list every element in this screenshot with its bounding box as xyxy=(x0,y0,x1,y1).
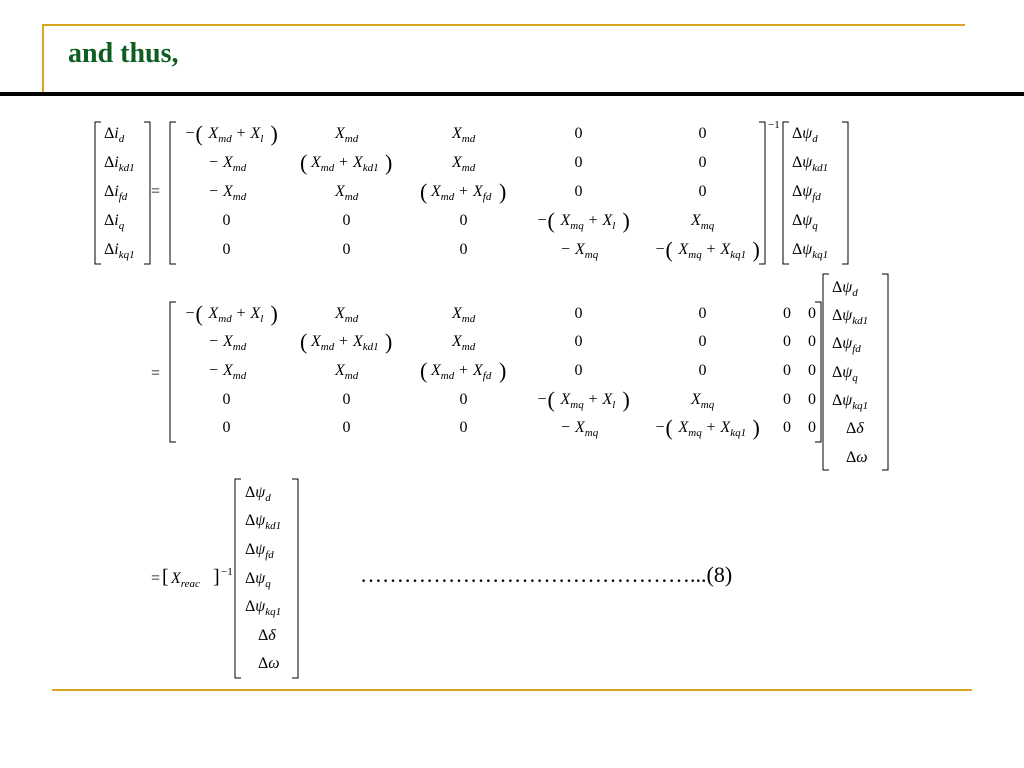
matrix2-cell-term: $X_{md}$ xyxy=(208,305,232,325)
matrix1-cell-term: $X_{md}$ xyxy=(452,154,476,174)
lhs-current-1: $\Delta i_{kd1}$ xyxy=(104,154,135,174)
ext-vector2-right-bracket xyxy=(292,479,298,678)
matrix2-cell-zero: 0 xyxy=(574,305,583,322)
matrix2-cell-minus: − xyxy=(185,305,195,322)
matrix2-cell-term: $X_{fd}$ xyxy=(473,362,492,382)
matrix1-cell-open-paren: ( xyxy=(300,150,308,175)
matrix1-cell-close-paren: ) xyxy=(622,208,630,233)
matrix2-cell-zero: 0 xyxy=(459,391,468,408)
matrix2-cell-minus: − xyxy=(209,362,219,379)
matrix2-zero-col6: 0 xyxy=(783,362,791,379)
ext-vector1-entry-1: $\Delta\psi_{kd1}$ xyxy=(832,307,869,327)
matrix1-cell-term: $X_{mq}$ xyxy=(560,212,584,232)
matrix2-cell-close-paren: ) xyxy=(752,415,760,440)
matrix1-cell-zero: 0 xyxy=(698,154,707,171)
matrix2-cell-term: $X_l$ xyxy=(250,305,264,325)
lhs-vector-left-bracket xyxy=(95,122,101,264)
matrix1-cell-plus: + xyxy=(706,241,716,258)
matrix2-cell-term: $X_{md}$ xyxy=(311,333,335,353)
matrix1-cell-zero: 0 xyxy=(459,212,468,229)
matrix2-cell-zero: 0 xyxy=(698,305,707,322)
matrix1-cell-plus: + xyxy=(339,154,349,171)
matrix1-cell-term: $X_{md}$ xyxy=(335,183,359,203)
matrix1-cell-term: $X_l$ xyxy=(250,125,264,145)
matrix2-cell-zero: 0 xyxy=(342,391,351,408)
matrix2-zero-col7: 0 xyxy=(808,333,816,350)
matrix2-zero-col7: 0 xyxy=(808,362,816,379)
ext-vector1-entry-0: $\Delta\psi_d$ xyxy=(832,279,858,299)
matrix2-zero-col7: 0 xyxy=(808,391,816,408)
ext-vector1-entry-4: $\Delta\psi_{kq1}$ xyxy=(832,392,869,412)
matrix1-cell-close-paren: ) xyxy=(385,150,393,175)
matrix2-cell-close-paren: ) xyxy=(385,329,393,354)
matrix2-cell-term: $X_{md}$ xyxy=(431,362,455,382)
reac-right-bracket: ] xyxy=(213,566,220,588)
matrix1-cell-zero: 0 xyxy=(698,183,707,200)
matrix1-cell-term: $X_{fd}$ xyxy=(473,183,492,203)
matrix1-cell-zero: 0 xyxy=(698,125,707,142)
matrix2-cell-term: $X_{mq}$ xyxy=(691,391,715,411)
ext-vector2-left-bracket xyxy=(235,479,241,678)
ext-vector1-entry-3: $\Delta\psi_q$ xyxy=(832,364,858,384)
matrix2-cell-open-paren: ( xyxy=(420,358,428,383)
lhs-current-3: $\Delta i_q$ xyxy=(104,212,125,232)
matrix2-cell-plus: + xyxy=(706,419,716,436)
reac-left-bracket: [ xyxy=(162,566,169,588)
ext-vector2-entry-6: Δω xyxy=(258,655,280,672)
matrix2-cell-term: $X_{md}$ xyxy=(223,333,247,353)
reactance-term: $X_{reac}$ xyxy=(171,570,200,590)
matrix1-cell-term: $X_{md}$ xyxy=(452,125,476,145)
matrix2-cell-minus: − xyxy=(209,333,219,350)
matrix2-cell-term: $X_{kd1}$ xyxy=(353,333,379,353)
matrix2-zero-col6: 0 xyxy=(783,419,791,436)
footer-accent-rule xyxy=(52,689,972,691)
slide-title: and thus, xyxy=(68,38,179,69)
matrix2-cell-term: $X_{md}$ xyxy=(452,333,476,353)
matrix2-cell-plus: + xyxy=(459,362,469,379)
matrix1-cell-term: $X_{kd1}$ xyxy=(353,154,379,174)
matrix1-cell-term: $X_{md}$ xyxy=(223,154,247,174)
flux-1: $\Delta\psi_{kd1}$ xyxy=(792,154,829,174)
matrix2-cell-term: $X_{mq}$ xyxy=(575,419,599,439)
matrix2-cell-open-paren: ( xyxy=(300,329,308,354)
matrix1-cell-minus: − xyxy=(655,241,665,258)
inverse-exponent-2: −1 xyxy=(221,566,233,578)
matrix1-cell-term: $X_{md}$ xyxy=(335,125,359,145)
flux-vector-left-bracket xyxy=(783,122,789,264)
flux-2: $\Delta\psi_{fd}$ xyxy=(792,183,821,203)
matrix2-zero-col6: 0 xyxy=(783,333,791,350)
matrix2-cell-minus: − xyxy=(537,391,547,408)
matrix1-right-bracket xyxy=(759,122,765,264)
matrix1-cell-term: $X_{mq}$ xyxy=(575,241,599,261)
matrix2-cell-term: $X_l$ xyxy=(602,391,616,411)
flux-0: $\Delta\psi_d$ xyxy=(792,125,818,145)
matrix1-cell-open-paren: ( xyxy=(420,179,428,204)
matrix1-cell-zero: 0 xyxy=(574,154,583,171)
matrix2-zero-col7: 0 xyxy=(808,419,816,436)
matrix2-cell-zero: 0 xyxy=(222,391,231,408)
matrix1-cell-close-paren: ) xyxy=(499,179,507,204)
matrix1-left-bracket xyxy=(170,122,176,264)
matrix2-zero-col6: 0 xyxy=(783,391,791,408)
lhs-current-4: $\Delta i_{kq1}$ xyxy=(104,241,135,261)
lhs-vector-right-bracket xyxy=(144,122,150,264)
matrix1-cell-zero: 0 xyxy=(574,183,583,200)
matrix1-cell-zero: 0 xyxy=(222,241,231,258)
matrix2-cell-close-paren: ) xyxy=(270,301,278,326)
lhs-current-0: $\Delta i_d$ xyxy=(104,125,125,145)
matrix2-cell-plus: + xyxy=(236,305,246,322)
matrix2-cell-zero: 0 xyxy=(222,419,231,436)
matrix1-cell-minus: − xyxy=(561,241,571,258)
matrix2-cell-open-paren: ( xyxy=(195,301,203,326)
matrix1-cell-minus: − xyxy=(537,212,547,229)
matrix2-zero-col6: 0 xyxy=(783,305,791,322)
equals-sign-2: = xyxy=(151,365,161,382)
matrix2-cell-term: $X_{mq}$ xyxy=(678,419,702,439)
matrix1-cell-zero: 0 xyxy=(574,125,583,142)
matrix1-cell-plus: + xyxy=(236,125,246,142)
matrix1-cell-zero: 0 xyxy=(342,241,351,258)
equals-sign-3: = xyxy=(151,570,161,587)
matrix1-cell-close-paren: ) xyxy=(270,121,278,146)
matrix1-cell-minus: − xyxy=(209,183,219,200)
ext-vector1-entry-6: Δω xyxy=(846,449,868,466)
ext-vector2-entry-4: $\Delta\psi_{kq1}$ xyxy=(245,598,282,618)
matrix2-cell-term: $X_{md}$ xyxy=(335,362,359,382)
matrix2-cell-zero: 0 xyxy=(698,362,707,379)
matrix2-zero-col7: 0 xyxy=(808,305,816,322)
ext-vector2-entry-0: $\Delta\psi_d$ xyxy=(245,484,271,504)
matrix1-cell-open-paren: ( xyxy=(547,208,555,233)
lhs-current-2: $\Delta i_{fd}$ xyxy=(104,183,128,203)
matrix2-left-bracket xyxy=(170,302,176,442)
ext-vector1-entry-5: Δδ xyxy=(846,420,864,437)
matrix1-cell-term: $X_{mq}$ xyxy=(678,241,702,261)
matrix1-cell-term: $X_{mq}$ xyxy=(691,212,715,232)
matrix2-cell-term: $X_{md}$ xyxy=(452,305,476,325)
matrix2-cell-term: $X_{md}$ xyxy=(335,305,359,325)
ext-vector2-entry-2: $\Delta\psi_{fd}$ xyxy=(245,541,274,561)
matrix2-cell-term: $X_{md}$ xyxy=(223,362,247,382)
matrix2-cell-open-paren: ( xyxy=(547,387,555,412)
matrix1-cell-open-paren: ( xyxy=(195,121,203,146)
matrix2-cell-plus: + xyxy=(339,333,349,350)
matrix2-cell-zero: 0 xyxy=(574,333,583,350)
matrix1-cell-plus: + xyxy=(588,212,598,229)
matrix1-cell-term: $X_{md}$ xyxy=(311,154,335,174)
matrix2-cell-term: $X_{kq1}$ xyxy=(720,419,747,439)
matrix2-cell-open-paren: ( xyxy=(665,415,673,440)
matrix2-cell-zero: 0 xyxy=(342,419,351,436)
flux-vector-right-bracket xyxy=(842,122,848,264)
matrix2-cell-plus: + xyxy=(588,391,598,408)
ext-vector2-entry-3: $\Delta\psi_q$ xyxy=(245,570,271,590)
matrix1-cell-open-paren: ( xyxy=(665,237,673,262)
matrix2-cell-minus: − xyxy=(561,419,571,436)
matrix1-cell-term: $X_{md}$ xyxy=(208,125,232,145)
ext-vector2-entry-1: $\Delta\psi_{kd1}$ xyxy=(245,512,282,532)
matrix1-cell-term: $X_{md}$ xyxy=(431,183,455,203)
matrix1-cell-plus: + xyxy=(459,183,469,200)
matrix2-cell-term: $X_{mq}$ xyxy=(560,391,584,411)
matrix1-cell-zero: 0 xyxy=(222,212,231,229)
ext-vector2-entry-5: Δδ xyxy=(258,627,276,644)
equation-number: ………………………………………...(8) xyxy=(360,562,733,587)
matrix2-cell-minus: − xyxy=(655,419,665,436)
matrix1-cell-term: $X_{kq1}$ xyxy=(720,241,747,261)
matrix1-cell-zero: 0 xyxy=(459,241,468,258)
ext-vector1-left-bracket xyxy=(823,274,829,470)
matrix1-cell-minus: − xyxy=(209,154,219,171)
ext-vector1-right-bracket xyxy=(882,274,888,470)
matrix1-cell-term: $X_l$ xyxy=(602,212,616,232)
ext-vector1-entry-2: $\Delta\psi_{fd}$ xyxy=(832,335,861,355)
matrix1-cell-zero: 0 xyxy=(342,212,351,229)
equals-sign-1: = xyxy=(151,183,161,200)
inverse-exponent-1: −1 xyxy=(768,119,780,131)
flux-3: $\Delta\psi_q$ xyxy=(792,212,818,232)
matrix2-cell-close-paren: ) xyxy=(499,358,507,383)
matrix1-cell-minus: − xyxy=(185,125,195,142)
matrix2-cell-zero: 0 xyxy=(574,362,583,379)
matrix1-cell-term: $X_{md}$ xyxy=(223,183,247,203)
matrix2-cell-zero: 0 xyxy=(459,419,468,436)
matrix2-cell-close-paren: ) xyxy=(622,387,630,412)
matrix1-cell-close-paren: ) xyxy=(752,237,760,262)
matrix2-cell-zero: 0 xyxy=(698,333,707,350)
flux-4: $\Delta\psi_{kq1}$ xyxy=(792,241,829,261)
